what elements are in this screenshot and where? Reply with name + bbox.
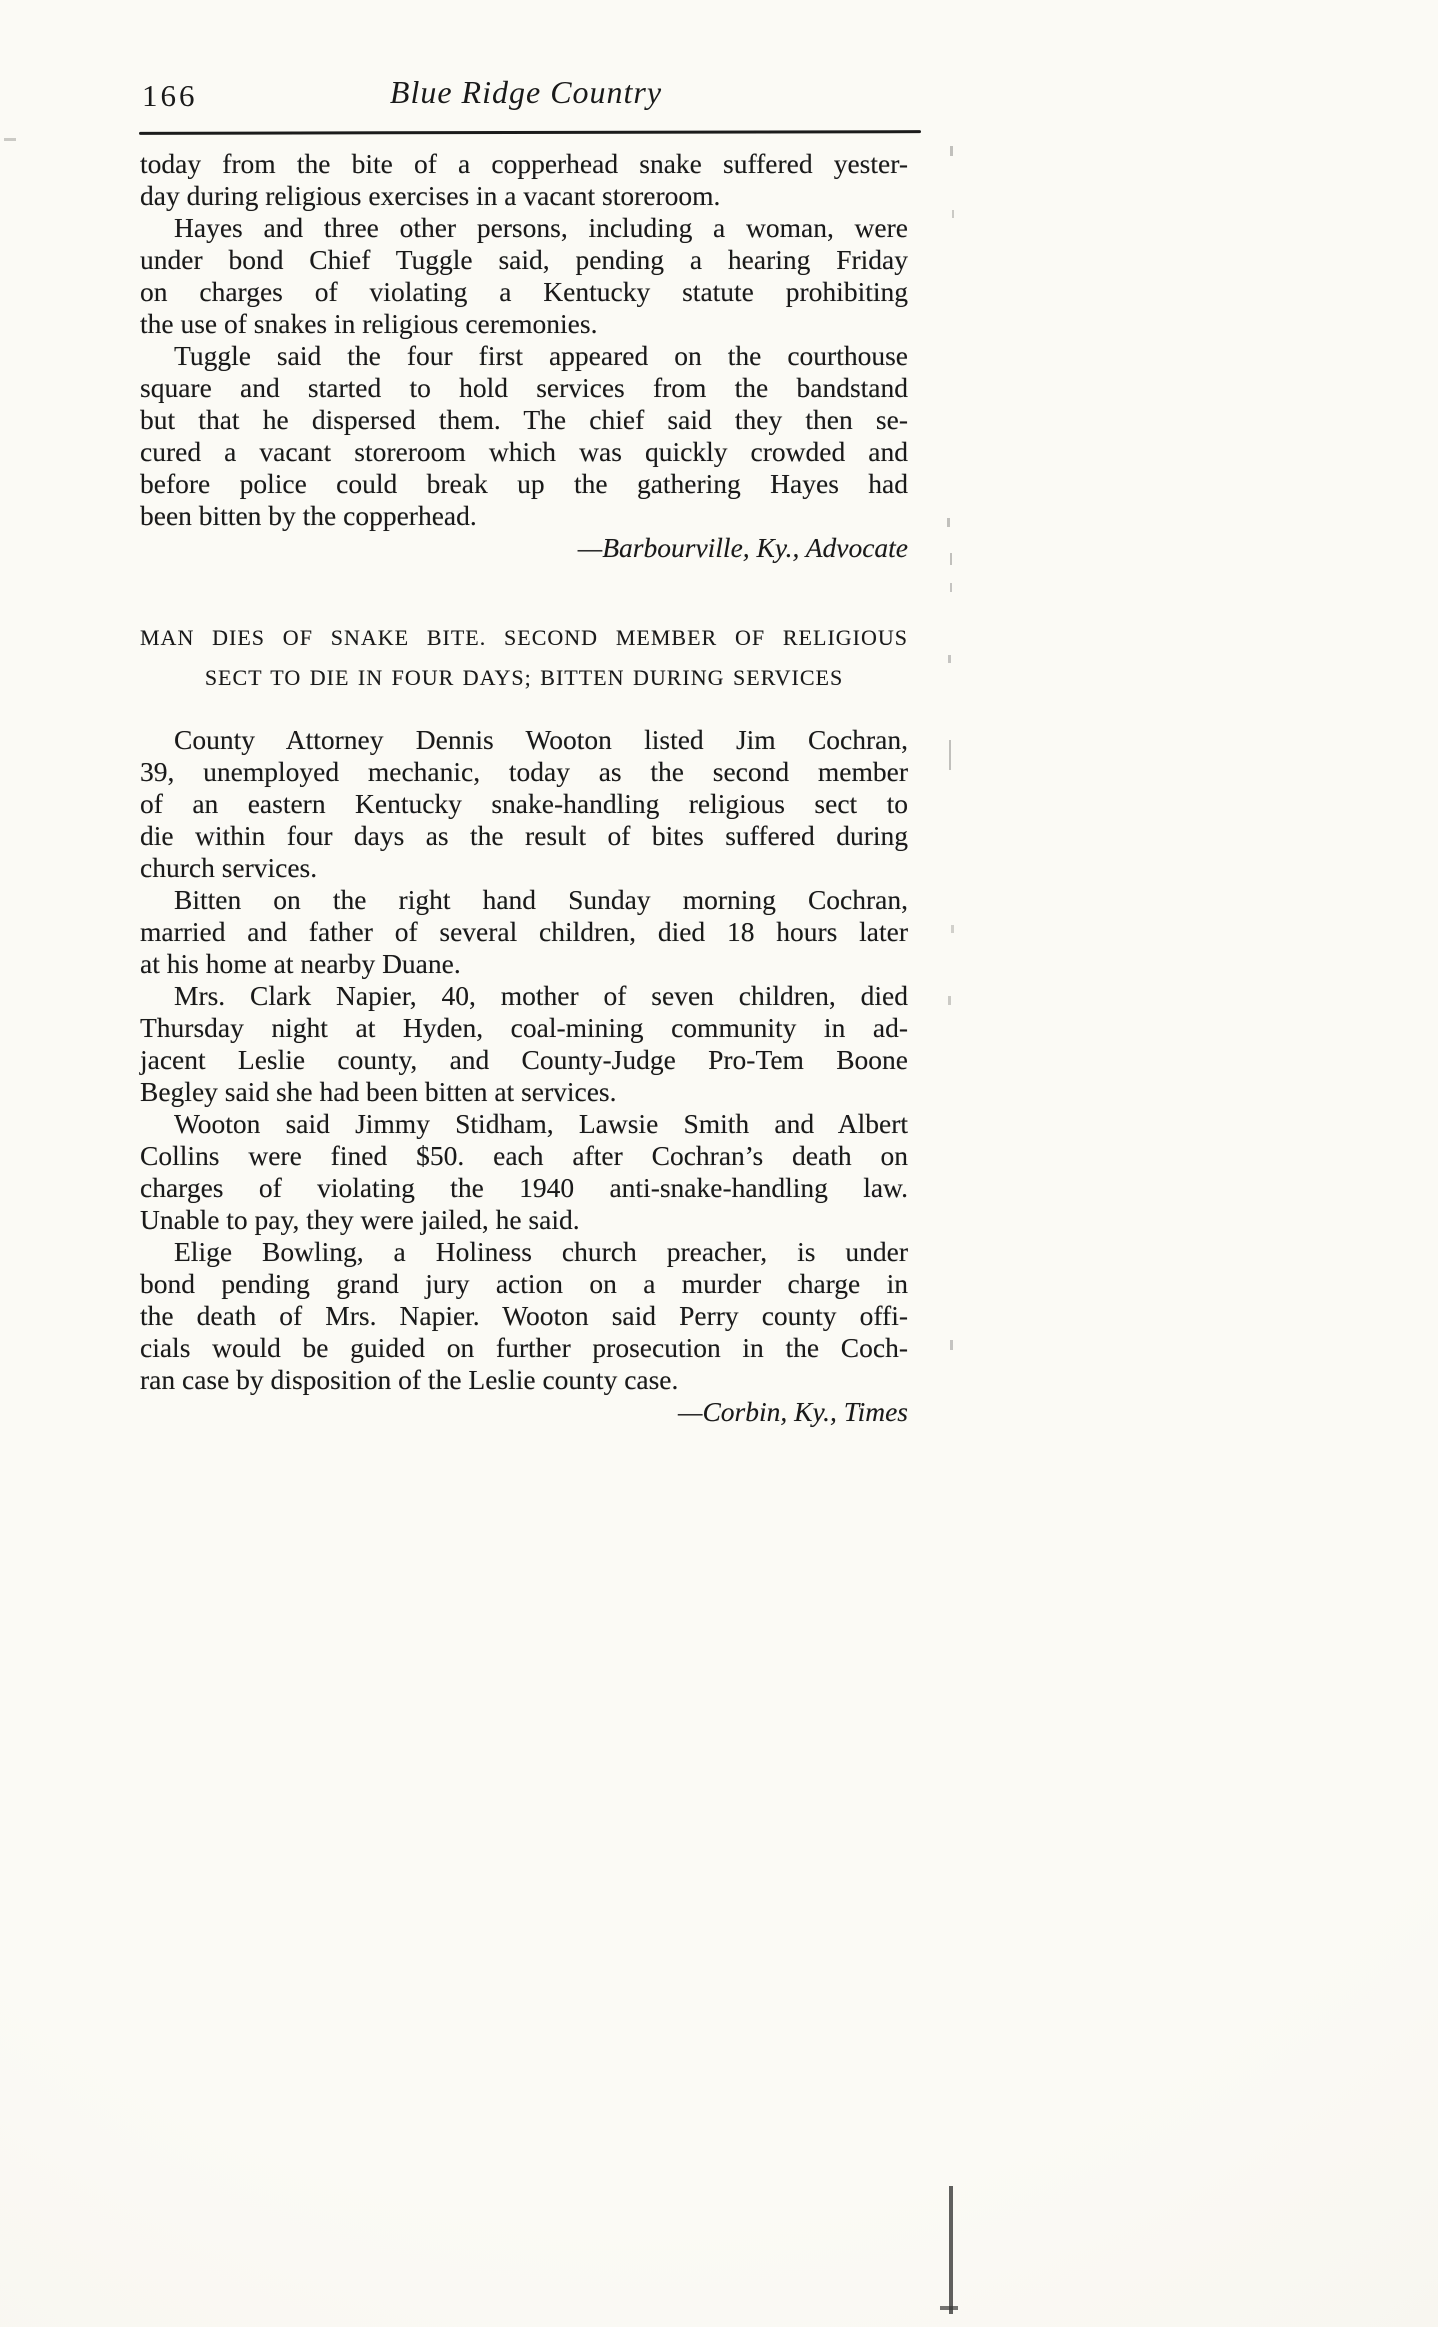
body-paragraph <box>140 724 908 884</box>
paragraph-line: charges of violating the 1940 anti-snake-handling law. <box>140 1172 908 1203</box>
paragraph-line: of an eastern Kentucky snake-handling religious sect to <box>140 788 908 819</box>
page-header <box>140 74 912 118</box>
paragraph-line: Wooton said Jimmy Stidham, Lawsie Smith and Albert <box>174 1108 908 1139</box>
paragraph-line: church services. <box>140 852 318 883</box>
paragraph-line: at his home at nearby Duane. <box>140 948 461 979</box>
paragraph-line: Mrs. Clark Napier, 40, mother of seven children, died <box>174 980 908 1011</box>
paragraph-line: Tuggle said the four first appeared on the courthouse <box>174 340 908 371</box>
paragraph-line: cials would be guided on further prosecution in the Coch- <box>140 1332 908 1363</box>
heading-line: SECT TO DIE IN FOUR DAYS; BITTEN DURING SERVICES <box>204 665 844 690</box>
scan-artifact <box>950 583 952 592</box>
paragraph-line: Thursday night at Hyden, coal-mining community in ad- <box>140 1012 908 1043</box>
scan-artifact <box>4 138 16 141</box>
body-paragraph <box>140 340 908 532</box>
heading-line: MAN DIES OF SNAKE BITE. SECOND MEMBER OF RELIGIOUS <box>140 625 908 650</box>
body-paragraph <box>140 148 908 212</box>
paragraph-line: Hayes and three other persons, including a woman, were <box>174 212 908 243</box>
scan-artifact <box>949 2186 953 2314</box>
paragraph-line: ran case by disposition of the Leslie county case. <box>140 1364 679 1395</box>
scan-artifact <box>950 1340 953 1350</box>
paragraph-line: but that he dispersed them. The chief said they then se- <box>140 404 908 435</box>
scan-artifact <box>948 655 951 663</box>
scan-artifact <box>950 553 952 565</box>
paragraph-line: Bitten on the right hand Sunday morning Cochran, <box>174 884 908 915</box>
text-column <box>140 148 908 1428</box>
paragraph-line: Unable to pay, they were jailed, he said. <box>140 1204 580 1235</box>
paragraph-line: bond pending grand jury action on a murder charge in <box>140 1268 908 1299</box>
paragraph-line: married and father of several children, died 18 hours later <box>140 916 908 947</box>
paragraph-line: Begley said she had been bitten at services. <box>140 1076 617 1107</box>
paragraph-line: under bond Chief Tuggle said, pending a hearing Friday <box>140 244 908 275</box>
scan-artifact <box>949 740 951 770</box>
paragraph-line: before police could break up the gathering Hayes had <box>140 468 908 499</box>
paragraph-line: Elige Bowling, a Holiness church preacher, is under <box>174 1236 908 1267</box>
scan-artifact <box>948 996 951 1005</box>
paragraph-line: square and started to hold services from the bandstand <box>140 372 908 403</box>
header-rule <box>139 130 921 135</box>
paragraph-line: jacent Leslie county, and County-Judge Pro-Tem Boone <box>140 1044 908 1075</box>
body-paragraph <box>140 884 908 980</box>
paragraph-line: day during religious exercises in a vacant storeroom. <box>140 180 721 211</box>
body-paragraph <box>140 980 908 1108</box>
section-heading <box>140 618 908 698</box>
running-title: Blue Ridge Country <box>389 74 663 110</box>
scan-artifact <box>947 518 950 527</box>
paragraph-line: today from the bite of a copperhead snake suffered yester- <box>140 148 908 179</box>
paragraph-line: die within four days as the result of bites suffered during <box>140 820 908 851</box>
paragraph-line: 39, unemployed mechanic, today as the second member <box>140 756 908 787</box>
body-paragraph <box>140 1236 908 1396</box>
paragraph-line: cured a vacant storeroom which was quickly crowded and <box>140 436 908 467</box>
paragraph-line: County Attorney Dennis Wooton listed Jim Cochran, <box>174 724 908 755</box>
paragraph-line: been bitten by the copperhead. <box>140 500 477 531</box>
page-number: 166 <box>142 78 198 113</box>
attribution: —Corbin, Ky., Times <box>678 1396 908 1427</box>
paragraph-line: Collins were fined $50. each after Cochran’s death on <box>140 1140 908 1171</box>
attribution: —Barbourville, Ky., Advocate <box>577 532 908 563</box>
paragraph-line: the use of snakes in religious ceremonies. <box>140 308 598 339</box>
scan-artifact <box>951 925 954 933</box>
scan-artifact <box>950 146 953 156</box>
body-paragraph <box>140 1108 908 1236</box>
body-paragraph <box>140 212 908 340</box>
paragraph-line: the death of Mrs. Napier. Wooton said Perry county offi- <box>140 1300 908 1331</box>
scan-artifact <box>940 2306 958 2310</box>
paragraph-line: on charges of violating a Kentucky statute prohibiting <box>140 276 908 307</box>
scan-artifact <box>952 210 954 218</box>
